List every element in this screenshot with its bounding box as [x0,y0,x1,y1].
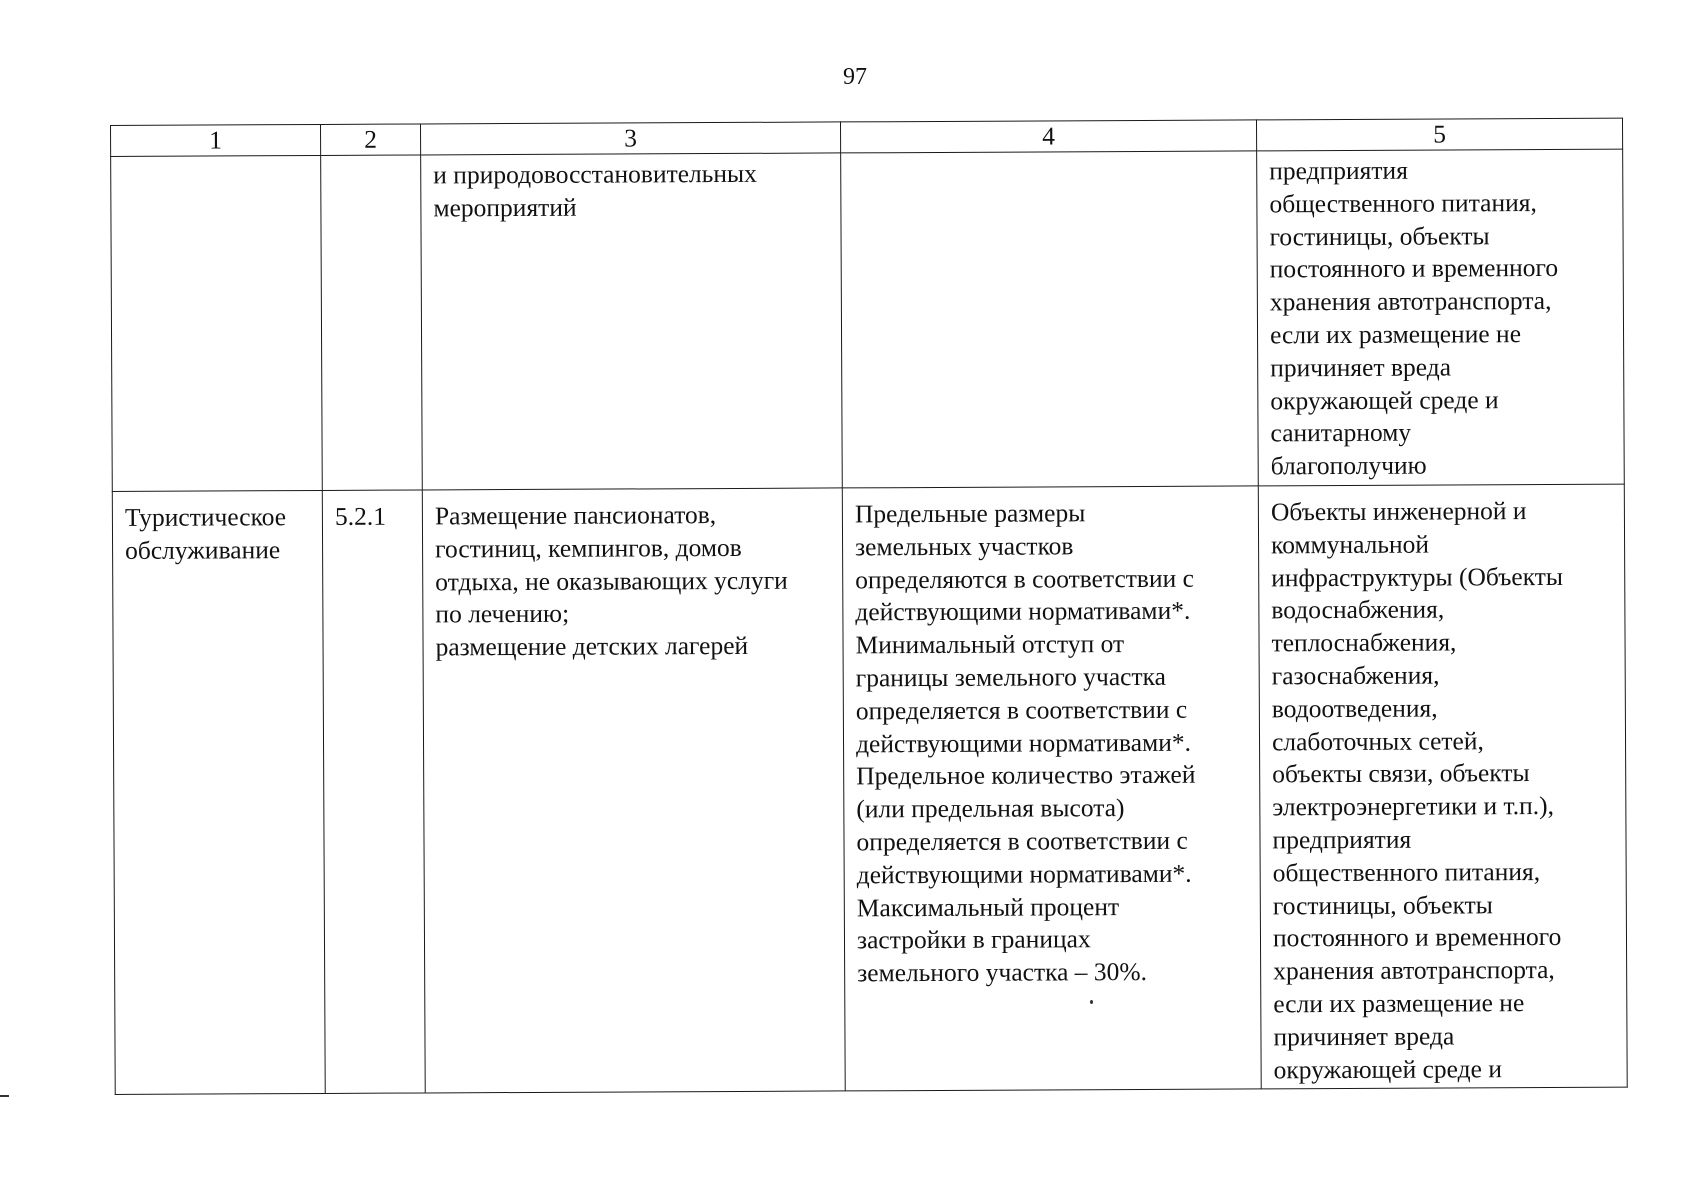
table-cell-auxiliary-uses: Объекты инженерной и коммунальной инфраструктуры (Объекты водоснабжения, теплоснабжения, газоснабжения, водоотведения, слаботочных сетей, объекты связи, объекты электроэнергетики и т.п.), предприятия общественного питания, гостиницы, объекты постоянного и временного хранения автотранспорта, если их размещение не причиняет вреда окружающей среде и [1258,484,1627,1089]
table-row [112,484,1627,1095]
table-cell-auxiliary-uses: предприятия общественного питания, гостиницы, объекты постоянного и временного хранения автотранспорта, если их размещение не причиняет вреда окружающей среде и санитарному благополучию [1257,149,1625,486]
column-header-1: 1 [111,124,321,156]
scan-speck [1090,1000,1093,1004]
table-cell-code: 5.2.1 [322,490,425,1094]
table-cell-use-type: Туристическое обслуживание [112,490,325,1094]
table-cell-description: и природовосстановительных мероприятий [421,153,843,490]
table-row [111,149,1625,491]
table-cell-use-type [111,155,323,491]
margin-mark [0,1095,9,1097]
column-header-2: 2 [320,124,420,155]
land-use-table [110,118,1628,1096]
table-cell-parameters [841,151,1259,488]
table-cell-parameters: Предельные размеры земельных участков определяются в соответствии с действующими нормативами*. Минимальный отступ от границы земельного участка определяется в соответствии с действующими нормативами*. Предельное количество этажей (или предельная высота) определяется в соответствии с действующими нормативами*. Максимальный процент застройки в границах земельного участка – 30%. [842,486,1261,1091]
column-header-5: 5 [1256,118,1622,151]
page-number: 97 [843,64,867,90]
column-header-3: 3 [420,122,840,155]
column-header-4: 4 [840,120,1256,153]
table-cell-code [321,155,423,490]
table-cell-description: Размещение пансионатов, гостиниц, кемпингов, домов отдыха, не оказывающих услуги по лечению; размещение детских лагерей [422,488,845,1093]
